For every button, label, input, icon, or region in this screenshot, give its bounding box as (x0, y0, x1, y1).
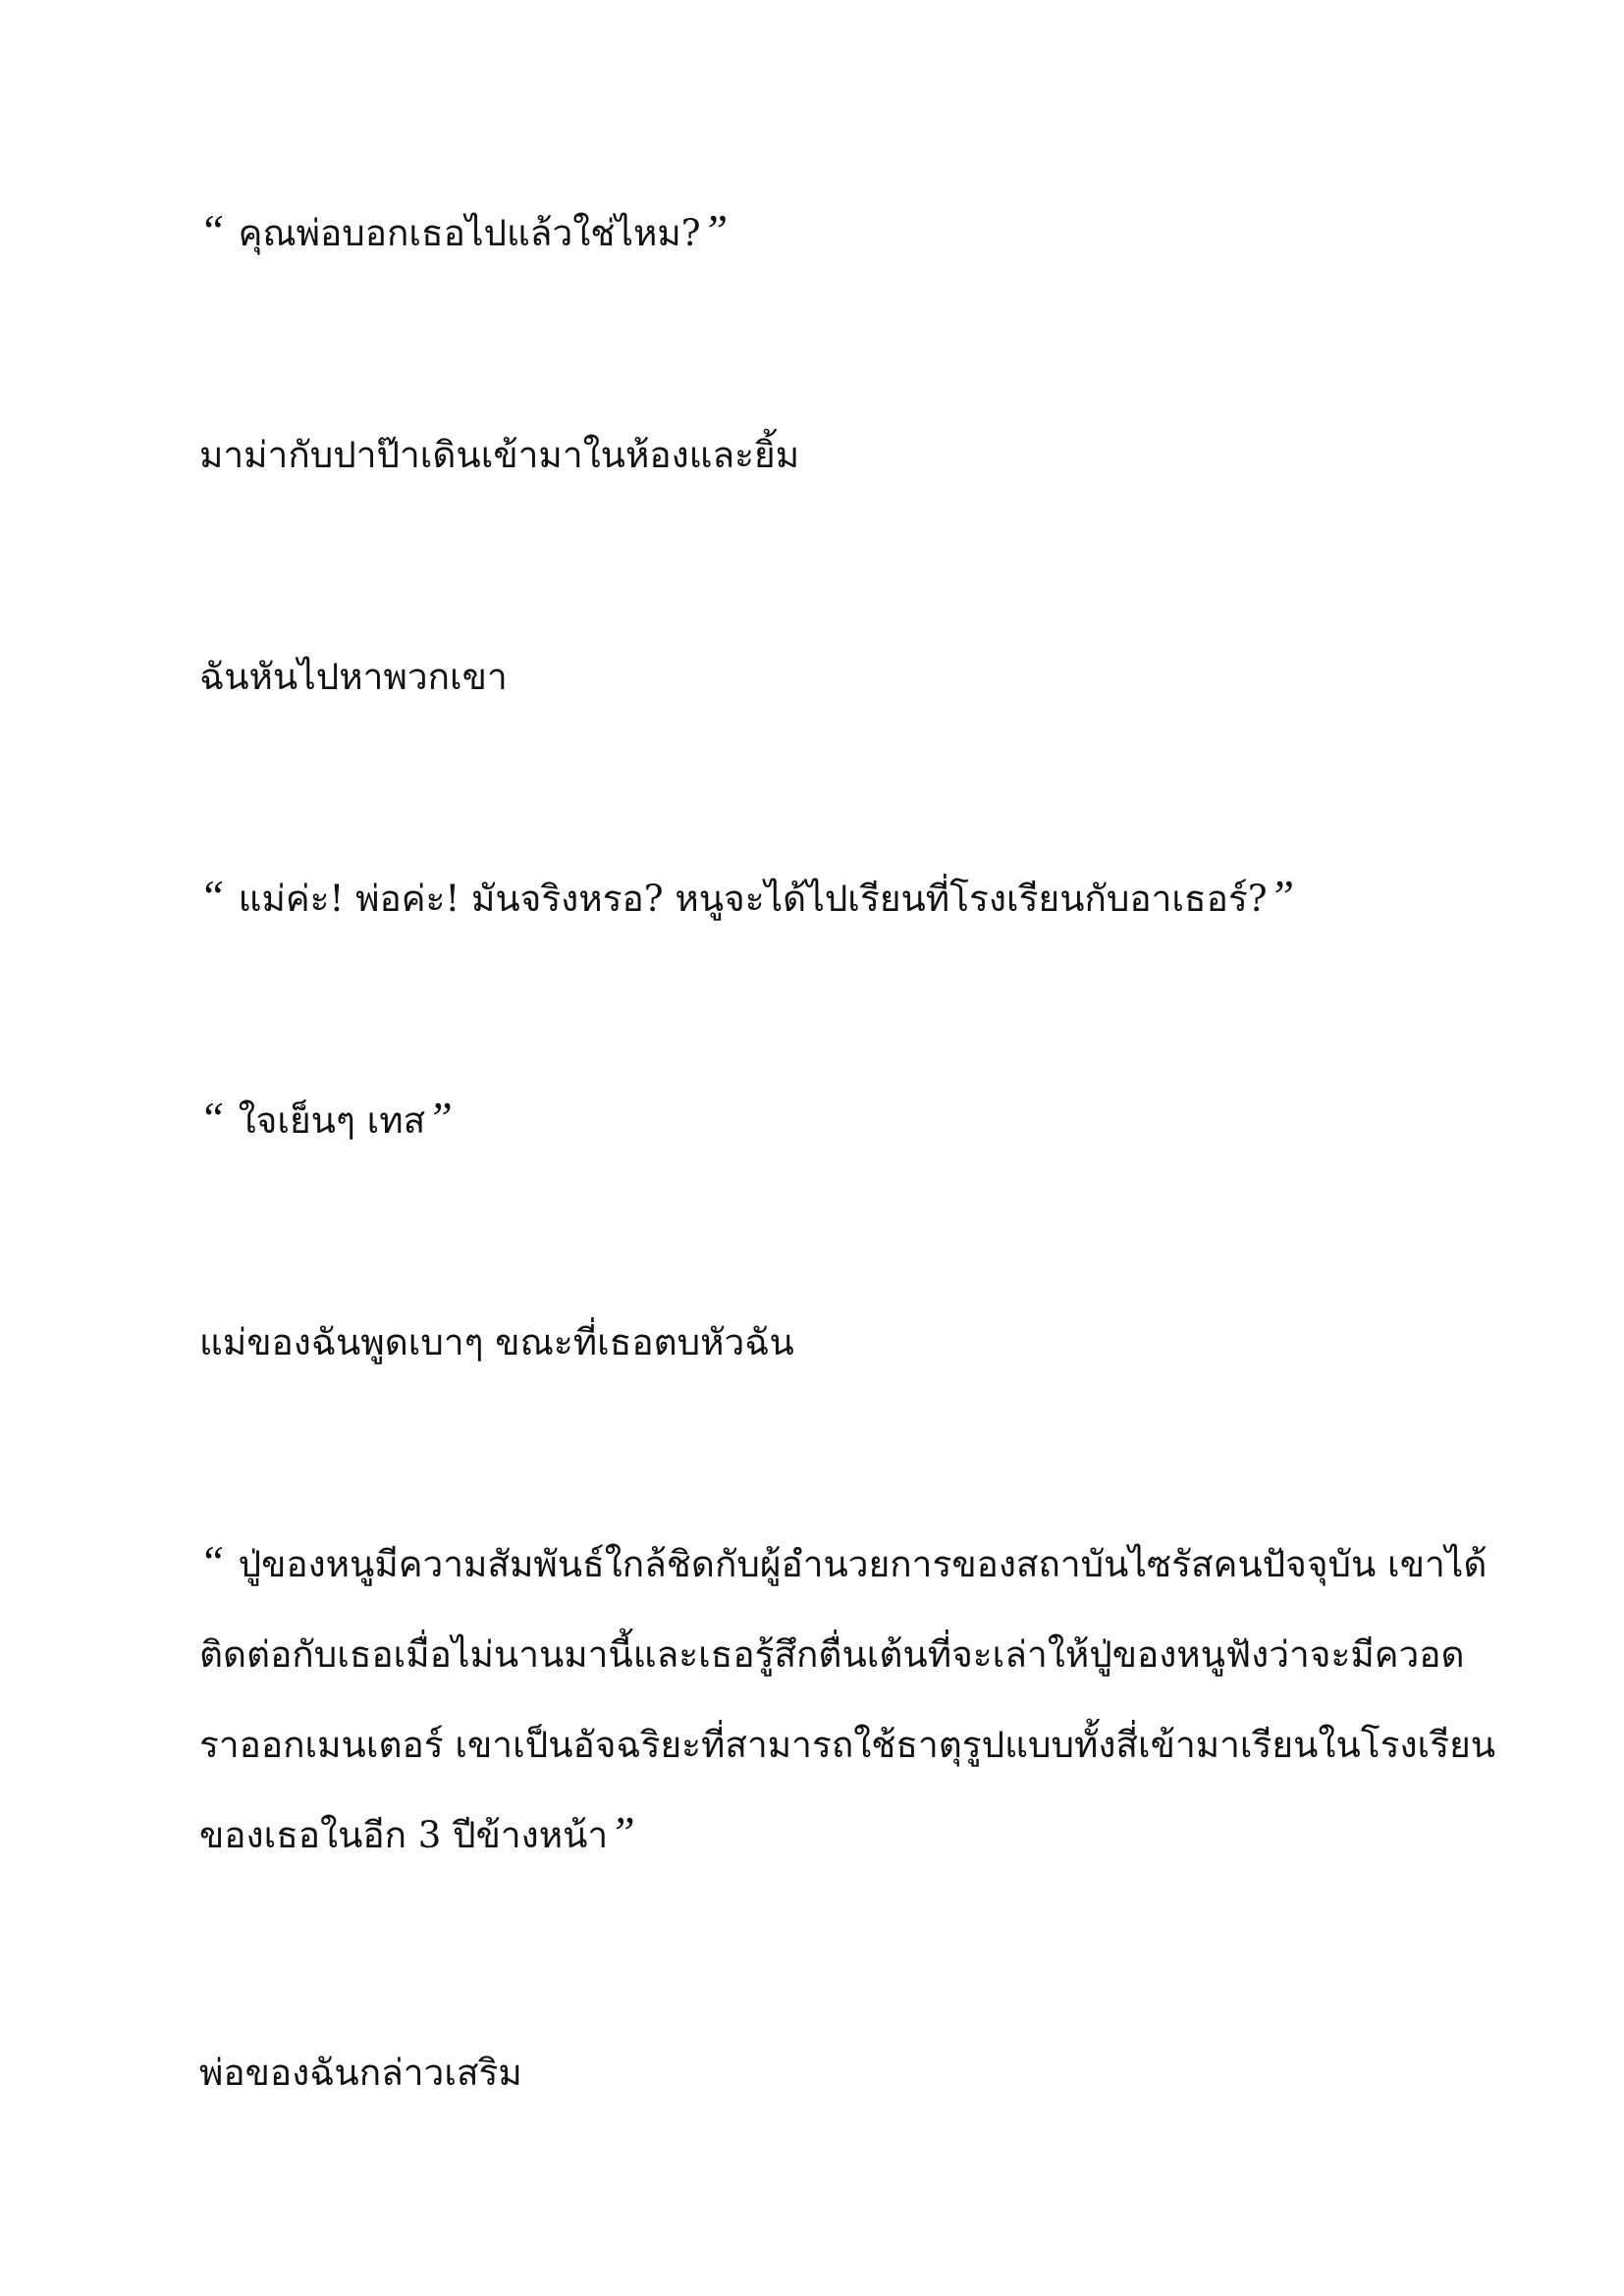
close-quote: ” (610, 1807, 635, 1857)
open-quote: “ (199, 871, 225, 921)
close-quote: ” (1269, 871, 1295, 921)
open-quote: “ (199, 1536, 225, 1586)
paragraph-line-2: ติดต่อกับเธอเมื่อไม่นานมานี้และเธอรู้สึกตื่นเต้นที่จะเล่าให้ปู่ของหนูฟังว่าจะมีควอด (199, 1633, 1465, 1676)
paragraph-line: แม่ค่ะ! พ่อค่ะ! มันจริงหรอ? หนูจะได้ไปเรียนที่โรงเรียนกับอาเธอร์? (238, 878, 1268, 920)
close-quote: ” (427, 1093, 453, 1143)
open-quote: “ (199, 205, 225, 255)
paragraph-line: พ่อของฉันกล่าวเสริม (199, 2052, 522, 2094)
dialogue-paragraph-5 (199, 1076, 1436, 1166)
paragraph-line: ใจเย็นๆ เทส (238, 1099, 426, 1142)
paragraph-line-1 (199, 1520, 1488, 1610)
narration-paragraph-8 (199, 2028, 1436, 2118)
dialogue-paragraph-1 (199, 188, 1436, 279)
paragraph-line-4 (199, 1790, 1436, 1881)
narration-paragraph-3 (199, 632, 1436, 722)
paragraph-line: คุณพ่อบอกเธอไปแล้วใช่ไหม? (238, 212, 701, 254)
paragraph-line-3: ราออกเมนเตอร์ เขาเป็นอัจฉริยะที่สามารถใช้ธาตุรูปแบบทั้งสี่เข้ามาเรียนในโรงเรียน (199, 1724, 1496, 1766)
open-quote: “ (199, 1093, 225, 1143)
close-quote: ” (702, 205, 729, 255)
paragraph-line: ฉันหันไปหาพวกเขา (199, 656, 508, 698)
paragraph-line: แม่ของฉันพูดเบาๆ ขณะที่เธอตบหัวฉัน (199, 1321, 794, 1363)
dialogue-paragraph-4 (199, 854, 1436, 944)
paragraph-line: มาม่ากับปาป๊าเดินเข้ามาในห้องและยิ้ม (199, 434, 800, 476)
paragraph-line-text: ปู่ของหนูมีความสัมพันธ์ใกล้ชิดกับผู้อำนวยการของสถาบันไซรัสคนปัจจุบัน เขาได้ (238, 1543, 1488, 1585)
dialogue-paragraph-7 (199, 1520, 1496, 1881)
narration-paragraph-2 (199, 410, 1436, 501)
paragraph-line-text: ของเธอในอีก 3 ปีข้างหน้า (199, 1814, 609, 1856)
narration-paragraph-6 (199, 1298, 1436, 1388)
